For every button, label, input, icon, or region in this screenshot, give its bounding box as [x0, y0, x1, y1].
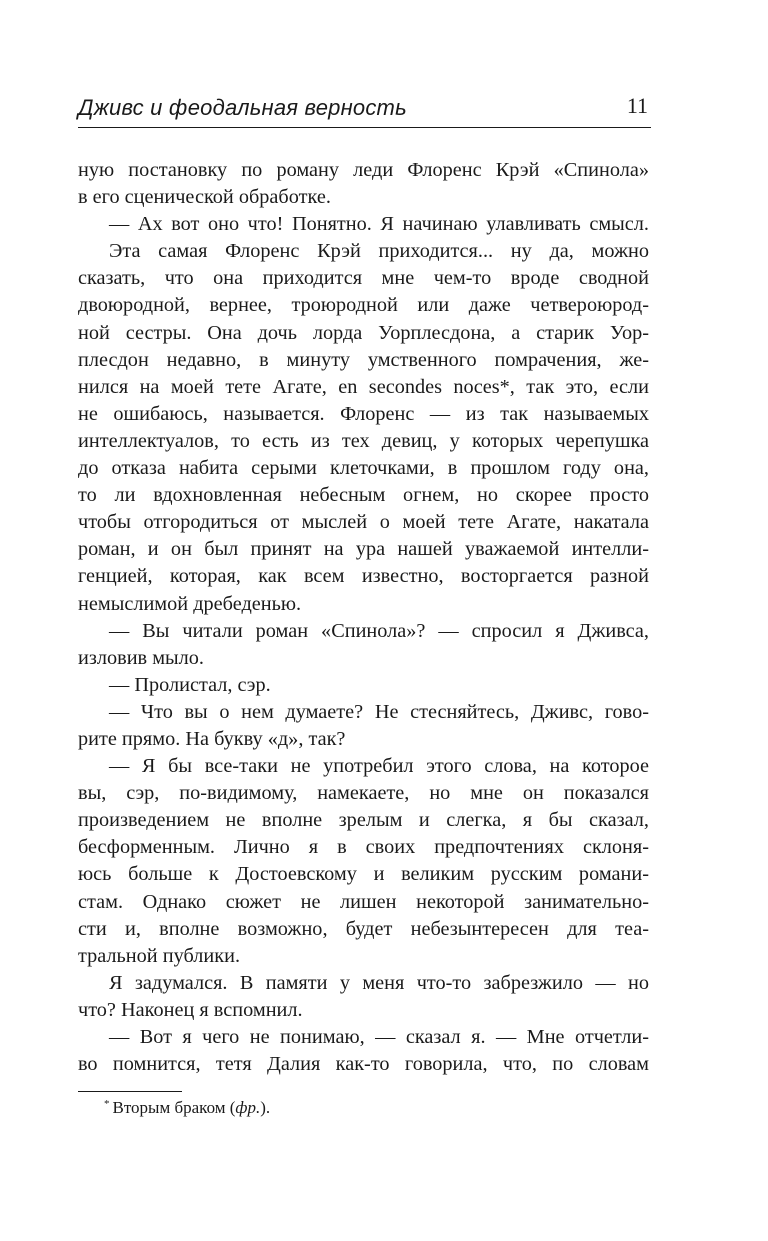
text-line: плесдон недавно, в минуту умственного помрачения, же-: [78, 348, 649, 371]
text-line: немыслимой дребеденью.: [78, 592, 302, 615]
text-line: в его сценической обработке.: [78, 186, 331, 209]
text-line: двоюродной, вернее, троюродной или даже четвероюрод-: [78, 294, 649, 317]
text-line: — Что вы о нем думаете? Не стесняйтесь, Дживс, гово-: [109, 700, 649, 723]
text-line: вы, сэр, по-видимому, намекаете, но мне он показался: [78, 782, 649, 805]
text-line: стам. Однако сюжет не лишен некоторой занимательно-: [78, 890, 649, 913]
text-line: роман, и он был принят на ура нашей уважаемой интелли-: [78, 538, 649, 561]
running-head: [78, 93, 650, 127]
text-line: сти и, вполне возможно, будет небезынтересен для теа-: [78, 917, 649, 940]
text-line: чтобы отгородиться от мыслей о моей тете Агате, накатала: [78, 511, 649, 534]
text-line: изловив мыло.: [78, 646, 204, 669]
text-line: бесформенным. Лично я в своих предпочтениях склоня-: [78, 836, 649, 859]
text-line: юсь больше к Достоевскому и великим русским романи-: [78, 863, 649, 886]
footnote-text-after: ).: [260, 1098, 271, 1117]
text-line: ную постановку по роману леди Флоренс Крэй «Спинола»: [78, 159, 649, 181]
text-line: произведением не вполне зрелым и слегка, я бы сказал,: [78, 809, 649, 832]
text-line: Эта самая Флоренс Крэй приходится... ну да, можно: [109, 240, 649, 263]
header-rule: [78, 127, 651, 128]
text-line: Я задумался. В памяти у меня что-то забрезжило — но: [109, 971, 649, 994]
text-line: рите прямо. На букву «д», так?: [78, 727, 346, 750]
body-text: [78, 157, 649, 1078]
footnote-rule: [78, 1091, 182, 1092]
text-line: — Ах вот оно что! Понятно. Я начинаю улавливать смысл.: [109, 213, 649, 236]
text-line: сказать, что она приходится мне чем-то вроде сводной: [78, 267, 649, 290]
text-line: нился на моей тете Агате, en secondes noces*, так это, если: [78, 375, 649, 398]
text-line: во помнится, тетя Далия как-то говорила, что, по словам: [78, 1053, 649, 1076]
footnote: [104, 1098, 270, 1118]
text-line: генцией, которая, как всем известно, восторгается разной: [78, 565, 649, 588]
text-line: — Вот я чего не понимаю, — сказал я. — Мне отчетли-: [109, 1026, 649, 1048]
text-line: — Я бы все-таки не употребил этого слова, на которое: [109, 755, 649, 778]
text-line: что? Наконец я вспомнил.: [78, 998, 303, 1021]
footnote-text-before: Вторым браком (: [112, 1098, 236, 1117]
text-line: — Вы читали роман «Спинола»? — спросил я Дживса,: [109, 619, 649, 642]
running-title: Дживс и феодальная верность: [78, 95, 407, 120]
text-line: — Пролистал, сэр.: [109, 673, 271, 696]
text-line: то ли вдохновленная небесным огнем, но скорее просто: [78, 484, 649, 507]
text-line: тральной публики.: [78, 944, 241, 967]
footnote-text-italic: фр.: [235, 1098, 261, 1117]
text-line: ной сестры. Она дочь лорда Уорплесдона, а старик Уор-: [78, 321, 649, 344]
text-line: интеллектуалов, то есть из тех девиц, у которых черепушка: [78, 429, 649, 452]
footnote-mark: *: [104, 1098, 110, 1110]
text-line: не ошибаюсь, называется. Флоренс — из так называемых: [78, 402, 649, 425]
text-line: до отказа набита серыми клеточками, в прошлом году она,: [78, 457, 649, 480]
page-number: 11: [626, 93, 648, 118]
